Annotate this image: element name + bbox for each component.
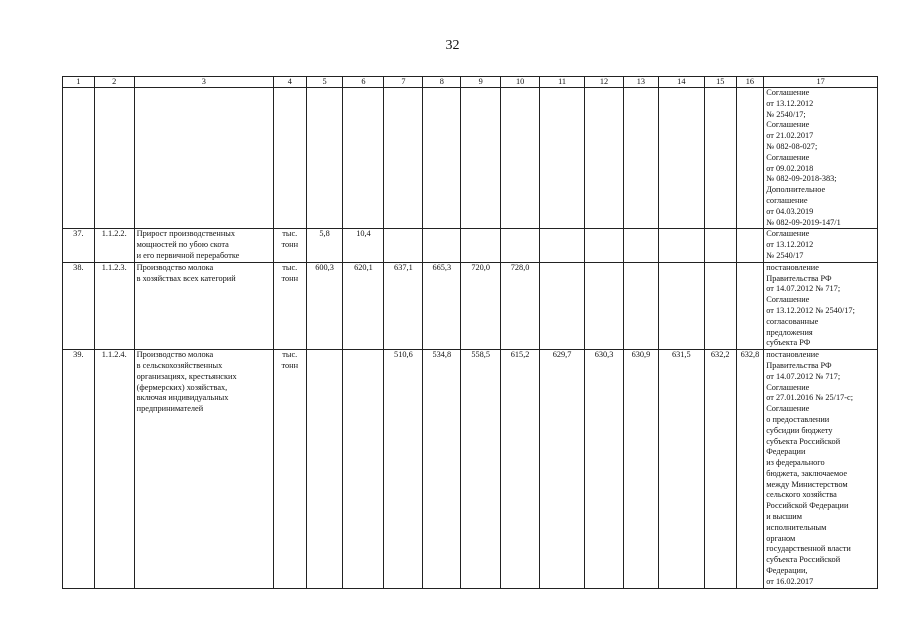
value-cell	[736, 229, 764, 262]
value-cell	[423, 88, 461, 229]
page-number: 32	[445, 38, 460, 53]
value-cell: 629,7	[540, 350, 585, 589]
value-cell	[624, 262, 659, 349]
header-cell: 17	[764, 77, 878, 88]
header-cell: 11	[540, 77, 585, 88]
value-cell	[736, 88, 764, 229]
value-cell	[343, 88, 384, 229]
table-row	[63, 262, 878, 349]
value-cell	[736, 262, 764, 349]
value-cell	[461, 229, 501, 262]
table-row	[63, 88, 878, 229]
value-cell: 630,3	[585, 350, 624, 589]
value-cell	[306, 88, 343, 229]
table-row	[63, 229, 878, 262]
value-cell	[384, 88, 423, 229]
row-number	[63, 88, 95, 229]
header-row	[63, 77, 878, 88]
value-cell	[461, 88, 501, 229]
value-cell: 728,0	[501, 262, 540, 349]
unit-cell: тыс. тонн	[273, 350, 306, 589]
value-cell	[658, 88, 704, 229]
indicator-name	[134, 88, 273, 229]
value-cell	[540, 88, 585, 229]
value-cell: 632,8	[736, 350, 764, 589]
header-cell: 4	[273, 77, 306, 88]
value-cell: 510,6	[384, 350, 423, 589]
value-cell	[658, 262, 704, 349]
header-cell: 16	[736, 77, 764, 88]
indicator-name: Производство молока в сельскохозяйственных организациях, крестьянских (фермерских) хозяйствах, включая индивидуальных предпринимателей	[134, 350, 273, 589]
value-cell: 558,5	[461, 350, 501, 589]
value-cell	[624, 229, 659, 262]
basis-document-cell: постановление Правительства РФ от 14.07.2012 № 717; Соглашение от 13.12.2012 № 2540/17; согласованные предложения субъекта РФ	[764, 262, 878, 349]
row-code: 1.1.2.4.	[94, 350, 134, 589]
value-cell	[384, 229, 423, 262]
value-cell	[585, 262, 624, 349]
value-cell	[704, 229, 736, 262]
basis-document-cell: Соглашение от 13.12.2012 № 2540/17; Соглашение от 21.02.2017 № 082-08-027; Соглашение от 09.02.2018 № 082-09-2018-383; Дополнительное соглашение от 04.03.2019 № 082-09-2019-147/1	[764, 88, 878, 229]
header-cell: 15	[704, 77, 736, 88]
header-cell: 6	[343, 77, 384, 88]
header-cell: 12	[585, 77, 624, 88]
row-code: 1.1.2.2.	[94, 229, 134, 262]
row-number: 38.	[63, 262, 95, 349]
value-cell: 637,1	[384, 262, 423, 349]
value-cell	[306, 350, 343, 589]
value-cell	[423, 229, 461, 262]
indicator-name: Производство молока в хозяйствах всех категорий	[134, 262, 273, 349]
value-cell	[343, 350, 384, 589]
header-cell: 10	[501, 77, 540, 88]
value-cell	[501, 229, 540, 262]
header-cell: 8	[423, 77, 461, 88]
header-cell: 5	[306, 77, 343, 88]
value-cell: 600,3	[306, 262, 343, 349]
header-cell: 9	[461, 77, 501, 88]
header-cell: 3	[134, 77, 273, 88]
value-cell	[501, 88, 540, 229]
value-cell	[540, 229, 585, 262]
row-code	[94, 88, 134, 229]
value-cell	[704, 88, 736, 229]
unit-cell: тыс. тонн	[273, 262, 306, 349]
value-cell: 5,8	[306, 229, 343, 262]
basis-document-cell: постановление Правительства РФ от 14.07.2012 № 717; Соглашение от 27.01.2016 № 25/17-с; Соглашение о предоставлении субсидии бюджету субъекта Российской Федерации из федерального бюджета, заключаемое между Министерством сельского хозяйства Российской Федерации и высшим исполнительным органом государственной власти субъекта Российской Федерации, от 16.02.2017	[764, 350, 878, 589]
value-cell	[540, 262, 585, 349]
value-cell: 630,9	[624, 350, 659, 589]
row-number: 37.	[63, 229, 95, 262]
header-cell: 7	[384, 77, 423, 88]
value-cell	[704, 262, 736, 349]
indicators-table	[62, 76, 878, 589]
value-cell: 631,5	[658, 350, 704, 589]
value-cell	[658, 229, 704, 262]
header-cell: 14	[658, 77, 704, 88]
value-cell: 620,1	[343, 262, 384, 349]
value-cell: 10,4	[343, 229, 384, 262]
value-cell: 632,2	[704, 350, 736, 589]
value-cell	[624, 88, 659, 229]
unit-cell: тыс. тонн	[273, 229, 306, 262]
header-cell: 13	[624, 77, 659, 88]
value-cell: 665,3	[423, 262, 461, 349]
value-cell: 615,2	[501, 350, 540, 589]
value-cell: 720,0	[461, 262, 501, 349]
value-cell	[585, 88, 624, 229]
row-code: 1.1.2.3.	[94, 262, 134, 349]
value-cell	[585, 229, 624, 262]
basis-document-cell: Соглашение от 13.12.2012 № 2540/17	[764, 229, 878, 262]
row-number: 39.	[63, 350, 95, 589]
value-cell: 534,8	[423, 350, 461, 589]
indicator-name: Прирост производственных мощностей по убою скота и его первичной переработке	[134, 229, 273, 262]
header-cell: 1	[63, 77, 95, 88]
header-cell: 2	[94, 77, 134, 88]
unit-cell	[273, 88, 306, 229]
table-row	[63, 350, 878, 589]
